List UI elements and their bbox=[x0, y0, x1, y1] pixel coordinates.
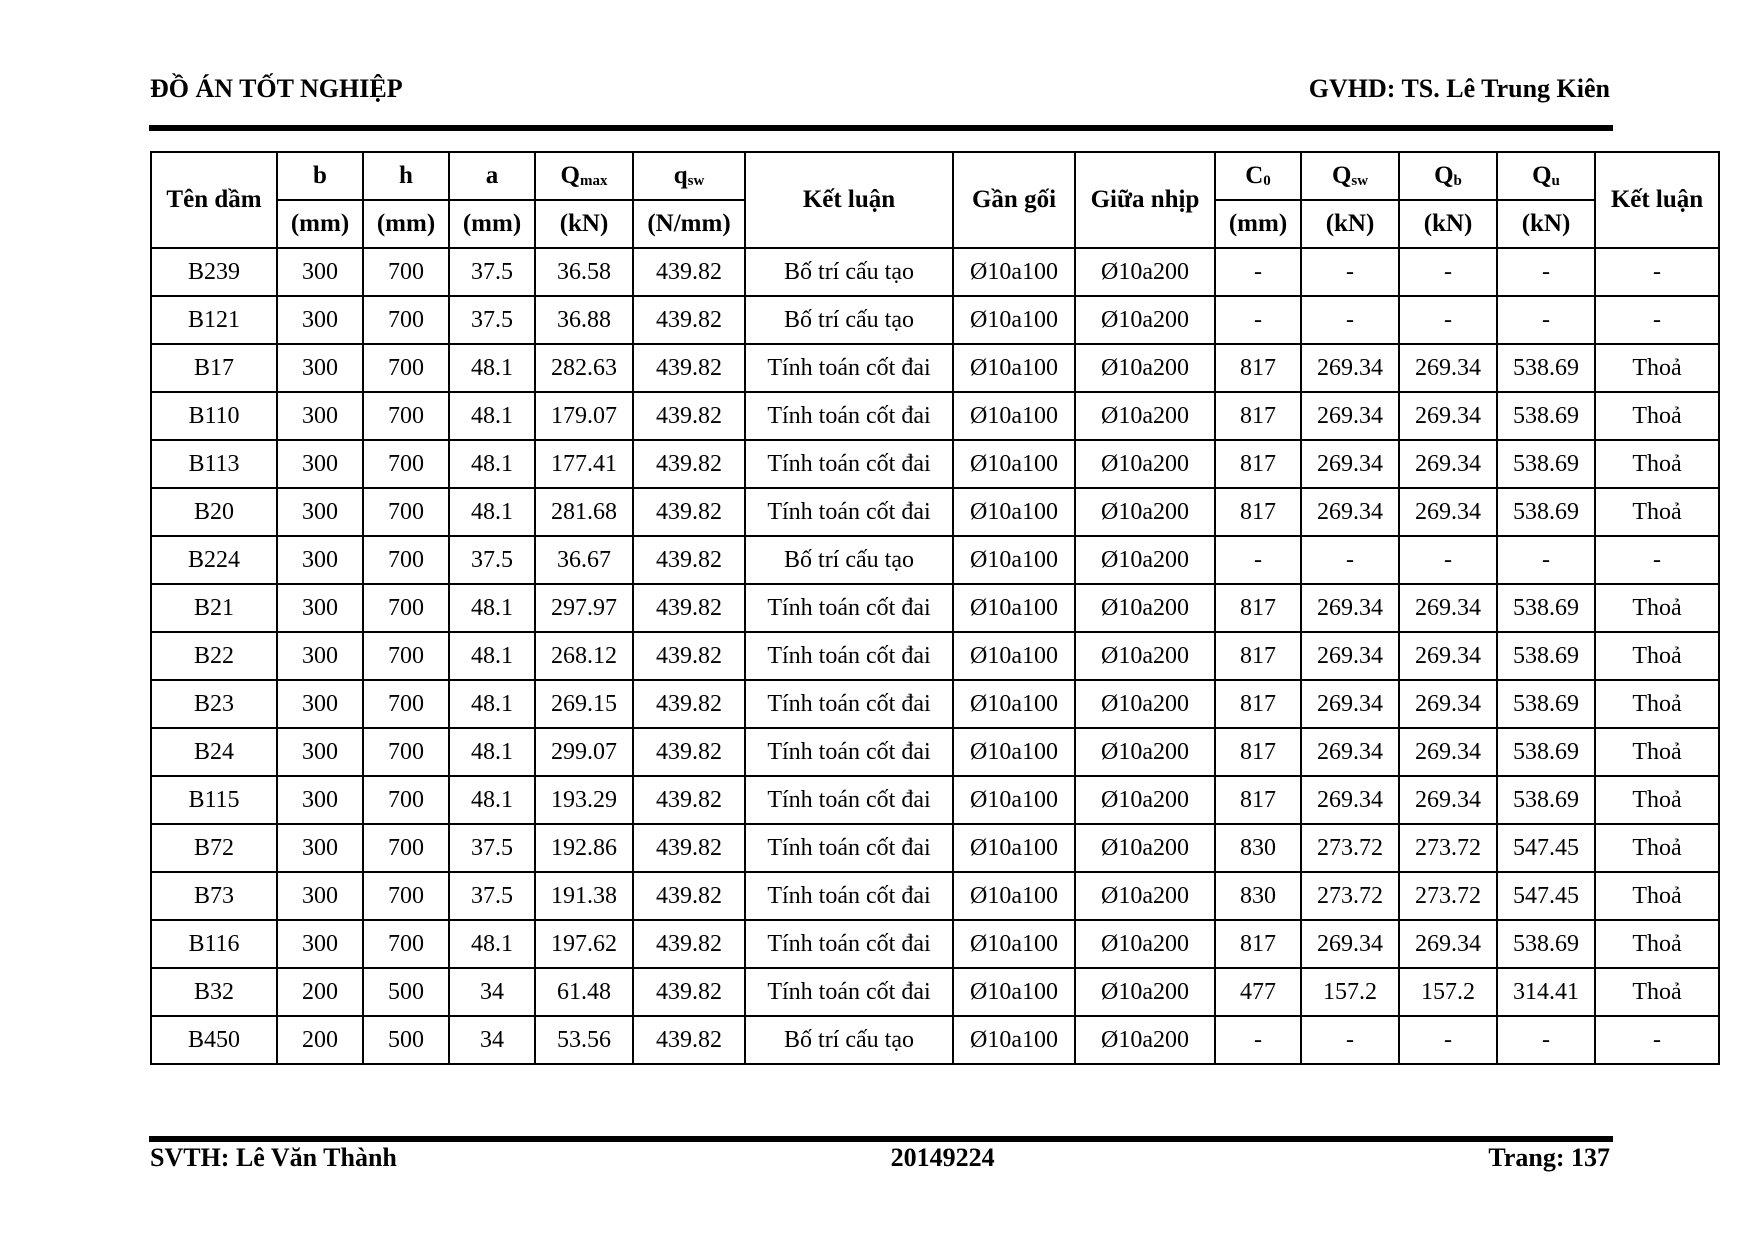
table-row bbox=[151, 632, 1719, 680]
unit-qmax: (kN) bbox=[535, 200, 633, 248]
cell-c0: 817 bbox=[1215, 776, 1301, 824]
cell-qsw-small: 439.82 bbox=[633, 824, 745, 872]
cell-conclusion-2: Thoả bbox=[1595, 440, 1719, 488]
cell-a: 37.5 bbox=[449, 824, 535, 872]
cell-mid-span: Ø10a200 bbox=[1075, 920, 1215, 968]
cell-beam-name: B450 bbox=[151, 1016, 277, 1064]
cell-qb: 269.34 bbox=[1399, 920, 1497, 968]
cell-beam-name: B239 bbox=[151, 248, 277, 296]
cell-mid-span: Ø10a200 bbox=[1075, 344, 1215, 392]
cell-conclusion-1: Tính toán cốt đai bbox=[745, 344, 953, 392]
cell-qmax: 269.15 bbox=[535, 680, 633, 728]
cell-qb: 269.34 bbox=[1399, 344, 1497, 392]
cell-near-support: Ø10a100 bbox=[953, 872, 1075, 920]
cell-qmax: 177.41 bbox=[535, 440, 633, 488]
cell-near-support: Ø10a100 bbox=[953, 536, 1075, 584]
cell-conclusion-2: Thoả bbox=[1595, 776, 1719, 824]
cell-c0: 817 bbox=[1215, 584, 1301, 632]
cell-h: 700 bbox=[363, 920, 449, 968]
cell-a: 48.1 bbox=[449, 584, 535, 632]
cell-qmax: 268.12 bbox=[535, 632, 633, 680]
cell-Qsw: 269.34 bbox=[1301, 440, 1399, 488]
cell-conclusion-1: Tính toán cốt đai bbox=[745, 392, 953, 440]
unit-h: (mm) bbox=[363, 200, 449, 248]
cell-mid-span: Ø10a200 bbox=[1075, 584, 1215, 632]
cell-b: 300 bbox=[277, 248, 363, 296]
cell-qsw-small: 439.82 bbox=[633, 296, 745, 344]
cell-beam-name: B72 bbox=[151, 824, 277, 872]
header-beam-name: Tên dầm bbox=[151, 152, 277, 248]
cell-qu: 538.69 bbox=[1497, 344, 1595, 392]
cell-conclusion-2: Thoả bbox=[1595, 584, 1719, 632]
cell-qb: 269.34 bbox=[1399, 728, 1497, 776]
cell-qmax: 53.56 bbox=[535, 1016, 633, 1064]
cell-b: 300 bbox=[277, 680, 363, 728]
cell-qb: 269.34 bbox=[1399, 440, 1497, 488]
cell-mid-span: Ø10a200 bbox=[1075, 1016, 1215, 1064]
cell-b: 200 bbox=[277, 968, 363, 1016]
cell-h: 700 bbox=[363, 632, 449, 680]
cell-qsw-small: 439.82 bbox=[633, 488, 745, 536]
cell-qmax: 36.58 bbox=[535, 248, 633, 296]
cell-qsw-small: 439.82 bbox=[633, 248, 745, 296]
cell-c0: 817 bbox=[1215, 680, 1301, 728]
cell-c0: 817 bbox=[1215, 488, 1301, 536]
cell-b: 300 bbox=[277, 440, 363, 488]
cell-beam-name: B73 bbox=[151, 872, 277, 920]
cell-Qsw: 157.2 bbox=[1301, 968, 1399, 1016]
cell-qb: 157.2 bbox=[1399, 968, 1497, 1016]
cell-h: 700 bbox=[363, 872, 449, 920]
cell-qb: 269.34 bbox=[1399, 584, 1497, 632]
cell-qu: 538.69 bbox=[1497, 488, 1595, 536]
cell-qu: 538.69 bbox=[1497, 632, 1595, 680]
cell-qb: - bbox=[1399, 536, 1497, 584]
header-h: h bbox=[363, 152, 449, 200]
cell-near-support: Ø10a100 bbox=[953, 776, 1075, 824]
cell-qu: - bbox=[1497, 248, 1595, 296]
table-row bbox=[151, 824, 1719, 872]
unit-Qsw: (kN) bbox=[1301, 200, 1399, 248]
cell-h: 500 bbox=[363, 1016, 449, 1064]
header-Qsw: Qsw bbox=[1301, 152, 1399, 200]
cell-c0: - bbox=[1215, 296, 1301, 344]
cell-Qsw: 269.34 bbox=[1301, 584, 1399, 632]
cell-h: 700 bbox=[363, 248, 449, 296]
cell-h: 700 bbox=[363, 584, 449, 632]
cell-conclusion-1: Tính toán cốt đai bbox=[745, 440, 953, 488]
cell-qsw-small: 439.82 bbox=[633, 440, 745, 488]
unit-a: (mm) bbox=[449, 200, 535, 248]
cell-mid-span: Ø10a200 bbox=[1075, 968, 1215, 1016]
cell-qb: - bbox=[1399, 296, 1497, 344]
cell-qsw-small: 439.82 bbox=[633, 344, 745, 392]
cell-qb: - bbox=[1399, 1016, 1497, 1064]
cell-a: 48.1 bbox=[449, 392, 535, 440]
cell-qu: - bbox=[1497, 536, 1595, 584]
cell-conclusion-2: Thoả bbox=[1595, 728, 1719, 776]
cell-qmax: 297.97 bbox=[535, 584, 633, 632]
cell-conclusion-2: Thoả bbox=[1595, 632, 1719, 680]
header-qmax: Qmax bbox=[535, 152, 633, 200]
cell-b: 300 bbox=[277, 920, 363, 968]
cell-qmax: 61.48 bbox=[535, 968, 633, 1016]
table-row bbox=[151, 344, 1719, 392]
cell-conclusion-1: Tính toán cốt đai bbox=[745, 824, 953, 872]
cell-b: 300 bbox=[277, 824, 363, 872]
cell-a: 34 bbox=[449, 968, 535, 1016]
cell-c0: - bbox=[1215, 248, 1301, 296]
cell-qb: 269.34 bbox=[1399, 680, 1497, 728]
cell-Qsw: 269.34 bbox=[1301, 488, 1399, 536]
table-row bbox=[151, 680, 1719, 728]
cell-qb: 269.34 bbox=[1399, 632, 1497, 680]
cell-conclusion-1: Tính toán cốt đai bbox=[745, 728, 953, 776]
cell-conclusion-1: Tính toán cốt đai bbox=[745, 680, 953, 728]
cell-conclusion-2: - bbox=[1595, 536, 1719, 584]
cell-Qsw: - bbox=[1301, 1016, 1399, 1064]
unit-c0: (mm) bbox=[1215, 200, 1301, 248]
document-title: ĐỒ ÁN TỐT NGHIỆP bbox=[150, 74, 403, 103]
cell-c0: 817 bbox=[1215, 920, 1301, 968]
cell-qu: 538.69 bbox=[1497, 584, 1595, 632]
cell-near-support: Ø10a100 bbox=[953, 296, 1075, 344]
cell-conclusion-1: Bố trí cấu tạo bbox=[745, 1016, 953, 1064]
header-b: b bbox=[277, 152, 363, 200]
cell-conclusion-1: Tính toán cốt đai bbox=[745, 584, 953, 632]
cell-qsw-small: 439.82 bbox=[633, 872, 745, 920]
table-row bbox=[151, 776, 1719, 824]
header-conclusion-1: Kết luận bbox=[745, 152, 953, 248]
cell-b: 300 bbox=[277, 584, 363, 632]
cell-Qsw: 273.72 bbox=[1301, 872, 1399, 920]
table-row bbox=[151, 296, 1719, 344]
cell-a: 37.5 bbox=[449, 536, 535, 584]
cell-b: 300 bbox=[277, 296, 363, 344]
cell-qu: 538.69 bbox=[1497, 392, 1595, 440]
cell-near-support: Ø10a100 bbox=[953, 968, 1075, 1016]
cell-b: 300 bbox=[277, 872, 363, 920]
cell-beam-name: B22 bbox=[151, 632, 277, 680]
table-row bbox=[151, 1016, 1719, 1064]
cell-qsw-small: 439.82 bbox=[633, 728, 745, 776]
cell-c0: - bbox=[1215, 536, 1301, 584]
unit-qb: (kN) bbox=[1399, 200, 1497, 248]
cell-qmax: 36.67 bbox=[535, 536, 633, 584]
table-row bbox=[151, 920, 1719, 968]
cell-mid-span: Ø10a200 bbox=[1075, 776, 1215, 824]
table-row bbox=[151, 488, 1719, 536]
cell-Qsw: - bbox=[1301, 536, 1399, 584]
cell-qb: 269.34 bbox=[1399, 488, 1497, 536]
cell-h: 700 bbox=[363, 776, 449, 824]
student-id: 20149224 bbox=[890, 1143, 995, 1172]
header-qu: Qu bbox=[1497, 152, 1595, 200]
cell-beam-name: B121 bbox=[151, 296, 277, 344]
cell-b: 300 bbox=[277, 632, 363, 680]
cell-conclusion-2: Thoả bbox=[1595, 392, 1719, 440]
cell-qmax: 282.63 bbox=[535, 344, 633, 392]
cell-c0: 830 bbox=[1215, 872, 1301, 920]
cell-near-support: Ø10a100 bbox=[953, 680, 1075, 728]
table-row bbox=[151, 872, 1719, 920]
header-near-support: Gần gối bbox=[953, 152, 1075, 248]
cell-near-support: Ø10a100 bbox=[953, 488, 1075, 536]
header-conclusion-2: Kết luận bbox=[1595, 152, 1719, 248]
footer-divider bbox=[149, 1136, 1613, 1142]
cell-b: 200 bbox=[277, 1016, 363, 1064]
cell-h: 700 bbox=[363, 824, 449, 872]
cell-qu: 538.69 bbox=[1497, 920, 1595, 968]
page-header bbox=[150, 74, 1610, 104]
cell-h: 700 bbox=[363, 344, 449, 392]
cell-mid-span: Ø10a200 bbox=[1075, 440, 1215, 488]
cell-h: 700 bbox=[363, 392, 449, 440]
cell-qmax: 197.62 bbox=[535, 920, 633, 968]
cell-beam-name: B224 bbox=[151, 536, 277, 584]
cell-conclusion-1: Bố trí cấu tạo bbox=[745, 536, 953, 584]
cell-c0: 817 bbox=[1215, 440, 1301, 488]
cell-near-support: Ø10a100 bbox=[953, 920, 1075, 968]
cell-near-support: Ø10a100 bbox=[953, 824, 1075, 872]
cell-qmax: 193.29 bbox=[535, 776, 633, 824]
cell-b: 300 bbox=[277, 776, 363, 824]
header-c0: C0 bbox=[1215, 152, 1301, 200]
cell-beam-name: B115 bbox=[151, 776, 277, 824]
cell-conclusion-1: Tính toán cốt đai bbox=[745, 968, 953, 1016]
header-qb: Qb bbox=[1399, 152, 1497, 200]
cell-qu: 314.41 bbox=[1497, 968, 1595, 1016]
cell-a: 37.5 bbox=[449, 296, 535, 344]
cell-qu: 538.69 bbox=[1497, 680, 1595, 728]
cell-conclusion-1: Tính toán cốt đai bbox=[745, 488, 953, 536]
unit-b: (mm) bbox=[277, 200, 363, 248]
table-row bbox=[151, 248, 1719, 296]
table-row bbox=[151, 440, 1719, 488]
header-qsw-small: qsw bbox=[633, 152, 745, 200]
cell-conclusion-1: Bố trí cấu tạo bbox=[745, 248, 953, 296]
cell-h: 700 bbox=[363, 536, 449, 584]
cell-near-support: Ø10a100 bbox=[953, 392, 1075, 440]
cell-near-support: Ø10a100 bbox=[953, 584, 1075, 632]
cell-conclusion-2: Thoả bbox=[1595, 680, 1719, 728]
cell-a: 48.1 bbox=[449, 680, 535, 728]
cell-qmax: 281.68 bbox=[535, 488, 633, 536]
cell-h: 700 bbox=[363, 296, 449, 344]
cell-b: 300 bbox=[277, 488, 363, 536]
cell-qmax: 36.88 bbox=[535, 296, 633, 344]
page-footer bbox=[150, 1143, 1610, 1173]
cell-a: 34 bbox=[449, 1016, 535, 1064]
cell-qb: 273.72 bbox=[1399, 872, 1497, 920]
cell-mid-span: Ø10a200 bbox=[1075, 536, 1215, 584]
cell-conclusion-2: Thoả bbox=[1595, 968, 1719, 1016]
table-body bbox=[151, 248, 1719, 1064]
cell-conclusion-2: Thoả bbox=[1595, 488, 1719, 536]
cell-near-support: Ø10a100 bbox=[953, 1016, 1075, 1064]
cell-beam-name: B32 bbox=[151, 968, 277, 1016]
cell-qsw-small: 439.82 bbox=[633, 584, 745, 632]
cell-h: 700 bbox=[363, 680, 449, 728]
cell-a: 48.1 bbox=[449, 920, 535, 968]
cell-beam-name: B17 bbox=[151, 344, 277, 392]
cell-beam-name: B116 bbox=[151, 920, 277, 968]
cell-qu: 547.45 bbox=[1497, 872, 1595, 920]
cell-Qsw: - bbox=[1301, 296, 1399, 344]
cell-qsw-small: 439.82 bbox=[633, 1016, 745, 1064]
table-header bbox=[151, 152, 1719, 248]
cell-mid-span: Ø10a200 bbox=[1075, 488, 1215, 536]
cell-c0: 817 bbox=[1215, 632, 1301, 680]
cell-b: 300 bbox=[277, 728, 363, 776]
cell-Qsw: 269.34 bbox=[1301, 632, 1399, 680]
student-name: SVTH: Lê Văn Thành bbox=[150, 1143, 397, 1172]
cell-c0: - bbox=[1215, 1016, 1301, 1064]
cell-b: 300 bbox=[277, 344, 363, 392]
cell-beam-name: B110 bbox=[151, 392, 277, 440]
page-number: Trang: 137 bbox=[1488, 1143, 1610, 1172]
cell-c0: 817 bbox=[1215, 728, 1301, 776]
cell-qsw-small: 439.82 bbox=[633, 536, 745, 584]
cell-conclusion-2: Thoả bbox=[1595, 920, 1719, 968]
cell-beam-name: B24 bbox=[151, 728, 277, 776]
cell-a: 37.5 bbox=[449, 248, 535, 296]
cell-a: 48.1 bbox=[449, 488, 535, 536]
advisor-label: GVHD: TS. Lê Trung Kiên bbox=[1308, 74, 1610, 103]
cell-qb: 269.34 bbox=[1399, 776, 1497, 824]
cell-mid-span: Ø10a200 bbox=[1075, 392, 1215, 440]
header-mid-span: Giữa nhịp bbox=[1075, 152, 1215, 248]
cell-b: 300 bbox=[277, 392, 363, 440]
cell-beam-name: B21 bbox=[151, 584, 277, 632]
cell-mid-span: Ø10a200 bbox=[1075, 680, 1215, 728]
cell-Qsw: 269.34 bbox=[1301, 776, 1399, 824]
cell-qu: 547.45 bbox=[1497, 824, 1595, 872]
cell-h: 500 bbox=[363, 968, 449, 1016]
cell-beam-name: B113 bbox=[151, 440, 277, 488]
cell-conclusion-1: Tính toán cốt đai bbox=[745, 872, 953, 920]
table-row bbox=[151, 968, 1719, 1016]
cell-Qsw: 273.72 bbox=[1301, 824, 1399, 872]
cell-qb: 269.34 bbox=[1399, 392, 1497, 440]
cell-near-support: Ø10a100 bbox=[953, 440, 1075, 488]
cell-mid-span: Ø10a200 bbox=[1075, 872, 1215, 920]
cell-c0: 817 bbox=[1215, 344, 1301, 392]
cell-qmax: 192.86 bbox=[535, 824, 633, 872]
table-row bbox=[151, 584, 1719, 632]
cell-conclusion-1: Tính toán cốt đai bbox=[745, 776, 953, 824]
cell-a: 48.1 bbox=[449, 632, 535, 680]
cell-c0: 830 bbox=[1215, 824, 1301, 872]
cell-Qsw: 269.34 bbox=[1301, 344, 1399, 392]
cell-qsw-small: 439.82 bbox=[633, 680, 745, 728]
cell-conclusion-2: - bbox=[1595, 296, 1719, 344]
cell-conclusion-2: - bbox=[1595, 248, 1719, 296]
cell-a: 48.1 bbox=[449, 344, 535, 392]
cell-qsw-small: 439.82 bbox=[633, 392, 745, 440]
table-row bbox=[151, 728, 1719, 776]
cell-qsw-small: 439.82 bbox=[633, 776, 745, 824]
cell-conclusion-2: - bbox=[1595, 1016, 1719, 1064]
cell-qu: - bbox=[1497, 1016, 1595, 1064]
cell-conclusion-2: Thoả bbox=[1595, 344, 1719, 392]
table-row bbox=[151, 392, 1719, 440]
cell-Qsw: - bbox=[1301, 248, 1399, 296]
cell-near-support: Ø10a100 bbox=[953, 632, 1075, 680]
cell-a: 48.1 bbox=[449, 728, 535, 776]
header-divider bbox=[149, 125, 1613, 131]
cell-qu: 538.69 bbox=[1497, 728, 1595, 776]
cell-a: 37.5 bbox=[449, 872, 535, 920]
table-row bbox=[151, 536, 1719, 584]
cell-h: 700 bbox=[363, 440, 449, 488]
cell-Qsw: 269.34 bbox=[1301, 728, 1399, 776]
cell-Qsw: 269.34 bbox=[1301, 680, 1399, 728]
cell-beam-name: B20 bbox=[151, 488, 277, 536]
cell-Qsw: 269.34 bbox=[1301, 920, 1399, 968]
cell-qu: 538.69 bbox=[1497, 776, 1595, 824]
cell-qu: - bbox=[1497, 296, 1595, 344]
cell-h: 700 bbox=[363, 728, 449, 776]
header-a: a bbox=[449, 152, 535, 200]
cell-conclusion-1: Bố trí cấu tạo bbox=[745, 296, 953, 344]
cell-beam-name: B23 bbox=[151, 680, 277, 728]
unit-qu: (kN) bbox=[1497, 200, 1595, 248]
cell-mid-span: Ø10a200 bbox=[1075, 728, 1215, 776]
cell-a: 48.1 bbox=[449, 776, 535, 824]
cell-qsw-small: 439.82 bbox=[633, 968, 745, 1016]
cell-qu: 538.69 bbox=[1497, 440, 1595, 488]
cell-qb: - bbox=[1399, 248, 1497, 296]
cell-mid-span: Ø10a200 bbox=[1075, 248, 1215, 296]
cell-qsw-small: 439.82 bbox=[633, 920, 745, 968]
cell-a: 48.1 bbox=[449, 440, 535, 488]
cell-qmax: 191.38 bbox=[535, 872, 633, 920]
cell-mid-span: Ø10a200 bbox=[1075, 296, 1215, 344]
cell-mid-span: Ø10a200 bbox=[1075, 632, 1215, 680]
cell-near-support: Ø10a100 bbox=[953, 248, 1075, 296]
cell-conclusion-1: Tính toán cốt đai bbox=[745, 920, 953, 968]
cell-near-support: Ø10a100 bbox=[953, 344, 1075, 392]
cell-c0: 477 bbox=[1215, 968, 1301, 1016]
cell-conclusion-1: Tính toán cốt đai bbox=[745, 632, 953, 680]
cell-qmax: 179.07 bbox=[535, 392, 633, 440]
cell-c0: 817 bbox=[1215, 392, 1301, 440]
cell-Qsw: 269.34 bbox=[1301, 392, 1399, 440]
cell-conclusion-2: Thoả bbox=[1595, 872, 1719, 920]
cell-qsw-small: 439.82 bbox=[633, 632, 745, 680]
cell-qb: 273.72 bbox=[1399, 824, 1497, 872]
cell-conclusion-2: Thoả bbox=[1595, 824, 1719, 872]
beam-shear-table bbox=[150, 151, 1720, 1065]
unit-qsw-small: (N/mm) bbox=[633, 200, 745, 248]
cell-mid-span: Ø10a200 bbox=[1075, 824, 1215, 872]
cell-h: 700 bbox=[363, 488, 449, 536]
cell-near-support: Ø10a100 bbox=[953, 728, 1075, 776]
cell-b: 300 bbox=[277, 536, 363, 584]
cell-qmax: 299.07 bbox=[535, 728, 633, 776]
